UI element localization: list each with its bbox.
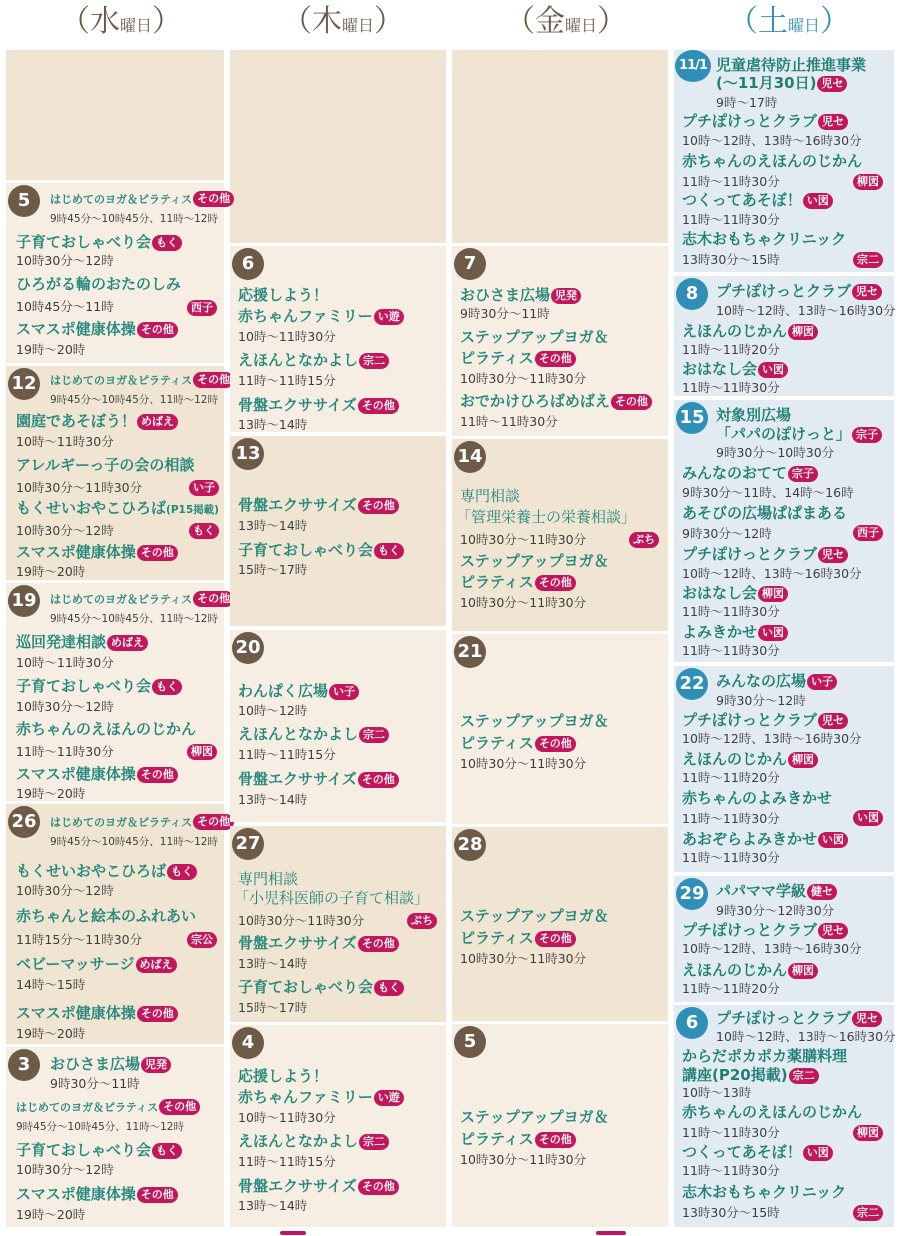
- event-title: ステップアップヨガ＆: [460, 552, 609, 570]
- event-time: 10時～12時: [238, 703, 308, 718]
- day-cell-thu-13: [230, 436, 446, 626]
- venue-tag: 柳図: [788, 324, 818, 340]
- day-number: 20: [232, 632, 264, 664]
- event-title: 「管理栄養士の栄養相談」: [456, 508, 637, 526]
- venue-tag: その他: [193, 591, 234, 607]
- event-time: 11時～11時30分: [682, 604, 780, 619]
- event-title: ステップアップヨガ＆: [460, 907, 609, 925]
- day-number: 7: [454, 248, 486, 280]
- day-number: 21: [454, 636, 486, 668]
- event-time: 10時30分～12時: [16, 883, 114, 898]
- venue-tag: 柳図: [853, 1125, 883, 1141]
- event-title: おひさま広場 児発: [50, 1055, 171, 1073]
- event-time: 10時30分～11時30分: [238, 913, 365, 928]
- header-friday: （金曜日）: [505, 4, 628, 39]
- day-cell-wed-3: [6, 1047, 224, 1227]
- day-cell-sat-15: [674, 400, 894, 662]
- venue-tag: い子: [329, 684, 359, 700]
- event-time: 13時30分～15時: [682, 252, 780, 267]
- venue-tag: い図: [758, 625, 788, 641]
- event-title: 対象別広場: [716, 406, 792, 424]
- venue-tag: もく: [374, 543, 404, 559]
- event-title: おはなし会 柳図: [682, 584, 788, 602]
- event-title: プチぽけっとクラブ 児セ: [716, 1009, 882, 1027]
- event-title: ひろがる輪のおたのしみ: [16, 275, 182, 293]
- event-time: 10時30分～11時30分: [460, 371, 587, 386]
- event-time: 11時～11時15分: [238, 1154, 336, 1169]
- event-time: 10時30分～11時30分: [460, 951, 587, 966]
- venue-tag: い子: [807, 674, 837, 690]
- event-title: 骨盤エクササイズ その他: [238, 396, 399, 414]
- event-time: 10時30分～12時: [16, 1162, 114, 1177]
- venue-tag: 柳図: [788, 752, 818, 768]
- event-title: スマスポ健康体操 その他: [16, 543, 178, 561]
- event-time: 10時～11時30分: [238, 329, 336, 344]
- event-title: ピラティス その他: [460, 1130, 576, 1148]
- day-number: 5: [8, 185, 40, 217]
- venue-tag: もく: [189, 523, 219, 539]
- event-title: えほんのじかん 柳図: [682, 961, 818, 979]
- event-time: 10時45分～11時: [16, 299, 114, 314]
- event-time: 9時30分～11時、14時～16時: [682, 485, 854, 500]
- event-time: 10時～12時、13時～16時30分: [682, 941, 862, 956]
- event-title: みんなの広場 い子: [716, 672, 837, 690]
- day-cell-sat-29: [674, 876, 894, 1002]
- empty-cell-wed: [6, 50, 224, 180]
- event-time: 10時～12時、13時～16時30分: [682, 133, 862, 148]
- event-title: もくせいおやこひろば(P15掲載): [16, 499, 219, 517]
- venue-tag: 健セ: [807, 884, 837, 900]
- venue-tag: 児発: [141, 1057, 171, 1073]
- event-title: つくってあそぼ！ い図: [682, 191, 833, 209]
- event-title: 専門相談: [460, 487, 521, 505]
- venue-tag: 宗二: [853, 252, 883, 268]
- venue-tag: い遊: [374, 1090, 404, 1106]
- venue-tag: もく: [152, 235, 182, 251]
- venue-tag: 西子: [187, 300, 217, 316]
- event-time: 19時～20時: [16, 1207, 86, 1222]
- event-time: 9時45分～10時45分、11時～12時: [50, 613, 218, 625]
- event-title: ピラティス その他: [460, 929, 576, 947]
- header-wednesday: （水曜日）: [60, 4, 183, 39]
- event-title: (～11月30日) 児セ: [716, 74, 847, 92]
- event-time: 15時～17時: [238, 1000, 308, 1015]
- event-title: おひさま広場 児発: [460, 286, 581, 304]
- event-title: わんぱく広場 い子: [238, 682, 359, 700]
- day-cell-fri-21: [452, 634, 668, 824]
- event-title: つくってあそぼ！ い図: [682, 1143, 833, 1161]
- event-time: 10時30分～11時30分: [460, 532, 587, 547]
- event-title: あそびの広場ぱぱまある: [682, 504, 848, 522]
- venue-tag: 宗二: [359, 353, 389, 369]
- event-title: えほんとなかよし 宗二: [238, 1132, 389, 1150]
- day-number: 5: [454, 1026, 486, 1058]
- day-number: 13: [232, 438, 264, 470]
- event-title: プチぽけっとクラブ 児セ: [682, 112, 848, 130]
- event-time: 9時30分～11時: [460, 306, 550, 321]
- event-time: 9時45分～10時45分、11時～12時: [16, 1121, 184, 1133]
- event-title: はじめてのヨガ＆ピラティス その他: [16, 1099, 200, 1117]
- event-time: 19時～20時: [16, 786, 86, 801]
- day-number: 19: [8, 585, 40, 617]
- venue-tag: 西子: [853, 525, 883, 541]
- event-title: ステップアップヨガ＆: [460, 712, 609, 730]
- event-title: 巡回発達相談 めばえ: [16, 633, 148, 651]
- event-time: 9時～17時: [716, 95, 778, 110]
- event-time: 10時～13時: [682, 1085, 752, 1100]
- event-title: 志木おもちゃクリニック: [682, 1183, 847, 1201]
- day-cell-thu-27: [230, 826, 446, 1022]
- venue-tag: 宗二: [789, 1068, 819, 1084]
- event-title: 子育ておしゃべり会 もく: [238, 541, 404, 559]
- event-title: プチぽけっとクラブ 児セ: [682, 711, 848, 729]
- day-cell-thu-4: [230, 1025, 446, 1227]
- event-time: 10時30分～12時: [16, 523, 114, 538]
- venue-tag: 柳図: [788, 963, 818, 979]
- event-title: プチぽけっとクラブ 児セ: [716, 282, 882, 300]
- day-cell-sat-22: [674, 666, 894, 872]
- event-time: 9時30分～12時: [716, 693, 806, 708]
- event-title: みんなのおてて 宗子: [682, 464, 818, 482]
- day-number: 3: [8, 1049, 40, 1081]
- day-number: 8: [676, 278, 708, 310]
- event-title: えほんとなかよし 宗二: [238, 725, 389, 743]
- event-title: 赤ちゃんと絵本のふれあい: [16, 907, 197, 925]
- venue-tag: その他: [358, 1179, 399, 1195]
- event-title: 子育ておしゃべり会 もく: [16, 677, 182, 695]
- event-title: ベビーマッサージ めばえ: [16, 955, 177, 973]
- event-title: 志木おもちゃクリニック: [682, 230, 847, 248]
- day-number: 6: [676, 1007, 708, 1039]
- event-title: 赤ちゃんのえほんのじかん: [16, 720, 197, 738]
- event-time: 13時～14時: [238, 417, 308, 432]
- event-title: 赤ちゃんファミリー い遊: [238, 307, 404, 325]
- event-title: 児童虐待防止推進事業: [716, 56, 867, 74]
- day-cell-fri-14: [452, 439, 668, 631]
- venue-tag: めばえ: [107, 635, 148, 651]
- day-number: 4: [232, 1027, 264, 1059]
- event-time: 9時30分～12時30分: [716, 903, 835, 918]
- event-time: 10時～12時、13時～16時30分: [682, 566, 862, 581]
- event-title: はじめてのヨガ＆ピラティス その他: [50, 191, 234, 209]
- day-cell-wed-19: [6, 583, 231, 801]
- event-time: 11時～11時30分: [682, 850, 780, 865]
- event-time: 11時～11時30分: [682, 643, 780, 658]
- event-time: 9時30分～11時: [50, 1076, 140, 1091]
- empty-cell-thu: [230, 50, 446, 243]
- venue-tag: ぷち: [407, 913, 437, 929]
- day-number: 26: [8, 806, 40, 838]
- venue-tag: 宗子: [788, 466, 818, 482]
- venue-tag: 児セ: [818, 923, 848, 939]
- event-time: 10時～12時、13時～16時30分: [716, 1029, 896, 1044]
- venue-tag: めばえ: [136, 957, 177, 973]
- event-time: 10時～11時30分: [238, 1110, 336, 1125]
- day-number: 11/1: [675, 50, 711, 82]
- venue-tag: その他: [358, 772, 399, 788]
- venue-tag: 児セ: [852, 284, 882, 300]
- event-title: えほんとなかよし 宗二: [238, 351, 389, 369]
- event-title: 子育ておしゃべり会 もく: [16, 1141, 182, 1159]
- day-number: 6: [232, 248, 264, 280]
- venue-tag: い図: [758, 362, 788, 378]
- venue-tag: その他: [611, 394, 652, 410]
- event-time: 9時45分～10時45分、11時～12時: [50, 213, 218, 225]
- venue-tag: もく: [152, 1143, 182, 1159]
- event-title: よみきかせ い図: [682, 623, 788, 641]
- venue-tag: い図: [803, 1145, 833, 1161]
- venue-tag: その他: [358, 398, 399, 414]
- venue-tag: い遊: [374, 309, 404, 325]
- event-time: 10時～11時30分: [16, 434, 114, 449]
- venue-tag: その他: [193, 191, 234, 207]
- event-title: あおぞらよみきかせ い図: [682, 830, 848, 848]
- day-number: 27: [232, 828, 264, 860]
- day-cell-sat-1: [674, 50, 894, 272]
- venue-tag: その他: [535, 351, 576, 367]
- day-cell-wed-5: [6, 183, 231, 363]
- event-title: プチぽけっとクラブ 児セ: [682, 545, 848, 563]
- day-number: 15: [676, 402, 708, 434]
- event-time: 13時～14時: [238, 518, 308, 533]
- event-title: 園庭であそぼう！ めばえ: [16, 412, 178, 430]
- event-title: はじめてのヨガ＆ピラティス その他: [50, 814, 234, 832]
- venue-tag: 宗二: [359, 727, 389, 743]
- event-time: 11時～11時30分: [682, 1125, 780, 1140]
- event-title: 講座(P20掲載) 宗二: [682, 1066, 819, 1084]
- venue-tag: その他: [137, 545, 178, 561]
- event-time: 13時～14時: [238, 792, 308, 807]
- event-title: スマスポ健康体操 その他: [16, 320, 178, 338]
- event-time: 11時～11時30分: [682, 212, 780, 227]
- venue-tag: もく: [374, 980, 404, 996]
- venue-tag: もく: [152, 679, 182, 695]
- event-time: 19時～20時: [16, 1026, 86, 1041]
- venue-tag: めばえ: [137, 414, 178, 430]
- event-time: 11時～11時20分: [682, 981, 780, 996]
- event-title: 赤ちゃんのよみきかせ: [682, 789, 833, 807]
- day-cell-fri-28: [452, 827, 668, 1021]
- event-time: 13時～14時: [238, 1198, 308, 1213]
- venue-tag: 柳図: [187, 744, 217, 760]
- event-time: 10時30分～11時30分: [460, 756, 587, 771]
- event-time: 13時～14時: [238, 956, 308, 971]
- event-time: 9時45分～10時45分、11時～12時: [50, 836, 218, 848]
- day-number: 22: [676, 668, 708, 700]
- event-time: 13時30分～15時: [682, 1205, 780, 1220]
- venue-tag: 宗二: [853, 1205, 883, 1221]
- event-time: 10時30分～12時: [16, 699, 114, 714]
- event-time: 15時～17時: [238, 562, 308, 577]
- day-cell-fri-7: [452, 246, 668, 436]
- event-title: 「パパのぽけっと」 宗子: [716, 425, 882, 443]
- venue-tag: その他: [137, 1006, 178, 1022]
- venue-tag: い子: [189, 480, 219, 496]
- event-title: ピラティス その他: [460, 573, 576, 591]
- venue-tag: その他: [535, 736, 576, 752]
- event-time: 11時～11時30分: [16, 744, 114, 759]
- venue-tag: 児発: [551, 288, 581, 304]
- venue-tag: その他: [193, 372, 234, 388]
- event-time: 10時30分～11時30分: [460, 1152, 587, 1167]
- day-cell-thu-6: [230, 246, 446, 432]
- venue-tag: 児セ: [818, 114, 848, 130]
- venue-tag: その他: [535, 1132, 576, 1148]
- event-time: 10時～12時、13時～16時30分: [716, 303, 896, 318]
- event-title: スマスポ健康体操 その他: [16, 765, 178, 783]
- event-time: 10時～11時30分: [16, 655, 114, 670]
- event-time: 11時～11時30分: [460, 414, 558, 429]
- venue-tag: 児セ: [818, 713, 848, 729]
- day-number: 14: [454, 441, 486, 473]
- venue-tag: その他: [137, 322, 178, 338]
- event-time: 11時～11時30分: [682, 174, 780, 189]
- event-time: 19時～20時: [16, 564, 86, 579]
- venue-tag: その他: [358, 498, 399, 514]
- event-time: 11時15分～11時30分: [16, 932, 143, 947]
- venue-tag: 柳図: [853, 174, 883, 190]
- event-title: おはなし会 い図: [682, 360, 788, 378]
- venue-tag: その他: [358, 936, 399, 952]
- event-title: 骨盤エクササイズ その他: [238, 770, 399, 788]
- event-time: 11時～11時15分: [238, 373, 336, 388]
- venue-tag: その他: [535, 931, 576, 947]
- venue-tag: ぷち: [629, 532, 659, 548]
- event-title: パパママ学級 健セ: [716, 882, 837, 900]
- event-title: ステップアップヨガ＆: [460, 1108, 609, 1126]
- event-title: ステップアップヨガ＆: [460, 328, 609, 346]
- venue-tag: もく: [167, 864, 197, 880]
- event-time: 11時～11時30分: [682, 380, 780, 395]
- event-title: えほんのじかん 柳図: [682, 750, 818, 768]
- day-cell-fri-5: [452, 1024, 668, 1227]
- day-cell-thu-20: [230, 630, 446, 822]
- event-title: スマスポ健康体操 その他: [16, 1004, 178, 1022]
- event-title: 子育ておしゃべり会 もく: [16, 233, 182, 251]
- event-time: 10時30分～11時30分: [460, 595, 587, 610]
- event-time: 10時～12時、13時～16時30分: [682, 731, 862, 746]
- day-cell-wed-26: [6, 804, 231, 1044]
- day-cell-sat-6: [674, 1005, 894, 1227]
- event-time: 11時～11時20分: [682, 342, 780, 357]
- venue-tag: 宗公: [187, 932, 217, 948]
- event-title: おでかけひろばめばえ その他: [460, 392, 652, 410]
- event-time: 10時30分～12時: [16, 253, 114, 268]
- day-number: 12: [8, 368, 40, 400]
- event-time: 10時30分～11時30分: [16, 480, 143, 495]
- event-time: 11時～11時30分: [682, 811, 780, 826]
- venue-tag: その他: [159, 1099, 200, 1115]
- event-title: 応援しよう！: [238, 1067, 329, 1085]
- event-title: えほんのじかん 柳図: [682, 322, 818, 340]
- venue-tag: 宗二: [359, 1134, 389, 1150]
- venue-tag: その他: [137, 1187, 178, 1203]
- event-title: もくせいおやこひろば もく: [16, 862, 197, 880]
- event-time: 9時30分～10時30分: [716, 445, 835, 460]
- event-time: 19時～20時: [16, 342, 86, 357]
- venue-tag: 柳図: [758, 586, 788, 602]
- event-title: ピラティス その他: [460, 734, 576, 752]
- venue-tag: 児セ: [818, 547, 848, 563]
- venue-tag: い図: [853, 810, 883, 826]
- event-title: 骨盤エクササイズ その他: [238, 496, 399, 514]
- event-title: 専門相談: [238, 870, 299, 888]
- event-time: 11時～11時15分: [238, 747, 336, 762]
- venue-tag: い図: [803, 193, 833, 209]
- empty-cell-fri: [452, 50, 668, 243]
- day-cell-wed-12: [6, 366, 231, 580]
- day-cell-sat-8: [674, 276, 894, 396]
- venue-tag: その他: [535, 575, 576, 591]
- event-title: アレルギーっ子の会の相談: [16, 456, 195, 474]
- venue-tag: 宗子: [852, 427, 882, 443]
- event-title: 骨盤エクササイズ その他: [238, 934, 399, 952]
- event-title: 「小児科医師の子育て相談」: [234, 889, 430, 907]
- page-edge-mark: [280, 1231, 306, 1235]
- event-title: 赤ちゃんファミリー い遊: [238, 1088, 404, 1106]
- event-title: からだポカポカ薬膳料理: [682, 1047, 848, 1065]
- page-edge-mark: [596, 1231, 626, 1235]
- event-title: 赤ちゃんのえほんのじかん: [682, 152, 863, 170]
- day-number: 28: [454, 829, 486, 861]
- venue-tag: 児セ: [817, 76, 847, 92]
- event-time: 9時45分～10時45分、11時～12時: [50, 394, 218, 406]
- event-title: スマスポ健康体操 その他: [16, 1185, 178, 1203]
- venue-tag: い図: [818, 832, 848, 848]
- venue-tag: その他: [137, 767, 178, 783]
- event-title: プチぽけっとクラブ 児セ: [682, 921, 848, 939]
- header-thursday: （木曜日）: [282, 4, 405, 39]
- day-number: 29: [676, 878, 708, 910]
- event-time: 14時～15時: [16, 977, 86, 992]
- event-title: はじめてのヨガ＆ピラティス その他: [50, 591, 234, 609]
- event-time: 9時30分～12時: [682, 526, 772, 541]
- event-title: ピラティス その他: [460, 349, 576, 367]
- event-time: 11時～11時20分: [682, 770, 780, 785]
- venue-tag: 児セ: [852, 1011, 882, 1027]
- event-title: 子育ておしゃべり会 もく: [238, 978, 404, 996]
- venue-tag: その他: [193, 814, 234, 830]
- event-title: 赤ちゃんのえほんのじかん: [682, 1103, 863, 1121]
- event-title: 応援しよう！: [238, 286, 329, 304]
- event-time: 11時～11時30分: [682, 1163, 780, 1178]
- event-title: 骨盤エクササイズ その他: [238, 1177, 399, 1195]
- event-title: はじめてのヨガ＆ピラティス その他: [50, 372, 234, 390]
- header-saturday: （土曜日）: [728, 4, 851, 39]
